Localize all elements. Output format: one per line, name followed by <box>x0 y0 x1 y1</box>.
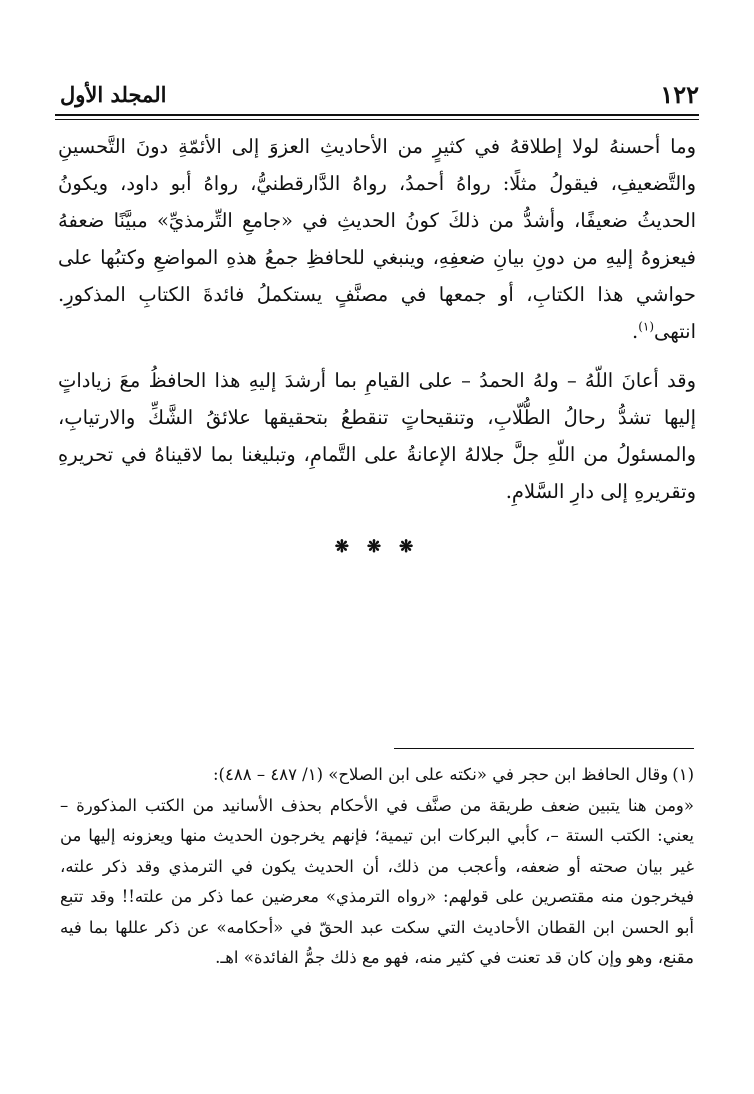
page-header <box>60 70 699 110</box>
header-rule-thick <box>55 114 699 116</box>
section-separator-stars: ❋ ❋ ❋ <box>334 537 420 557</box>
paragraph-1-text: وما أحسنهُ لولا إطلاقهُ في كثيرٍ من الأحاديثِ العزوَ إلى الأئمّةِ دونَ التَّحسينِ والتَّضعيفِ، فيقولُ مثلًا: رواهُ أحمدُ، رواهُ الدَّارقطنيُّ، رواهُ أبو داود، ويكونُ الحديثُ ضعيفًا، وأشدُّ من ذلكَ كونُ الحديثِ في «جامعِ التِّرمذيِّ» مبيَّنًا ضعفهُ فيعزوهُ إليهِ من دونِ بيانِ ضعفِهِ، وينبغي للحافظِ جمعُ هذهِ المواضعِ وكتبُها على حواشي هذا الكتابِ، أو جمعها في مصنَّفٍ يستكملُ فائدةَ الكتابِ المذكورِ. انتهى <box>58 135 696 343</box>
header-rule-thin <box>55 119 699 120</box>
paragraph-2: وقد أعانَ اللّهُ – ولهُ الحمدُ – على القيامِ بما أرشدَ إليهِ هذا الحافظُ معَ زياداتٍ إليها تشدُّ رحالُ الطُّلّابِ، وتنقيحاتٍ تنقطعُ بتحقيقها علائقُ الشَّكِّ والارتيابِ، والمسئولُ من اللّهِ جلَّ جلالهُ الإعانةُ على التَّمامِ، وتبليغنا بما لاقيناهُ في تحريرهِ وتقريرهِ إلى دارِ السَّلامِ. <box>58 369 696 503</box>
running-title: المجلد الأول <box>60 82 167 107</box>
footnote-reference: (١) <box>638 319 655 334</box>
paragraph-1 <box>58 128 696 350</box>
footnote-quote: «ومن هنا يتبين ضعف طريقة من صنَّف في الأحكام بحذف الأسانيد من الكتب المذكورة – يعني: الكتب الستة –، كأبي البركات ابن تيمية؛ فإنهم يخرجون الحديث منها ويعزونه إليها من غير بيان صحته أو ضعفه، وأعجب من ذلك، أن الحديث يكون في الترمذي وقد ذكر علته، فيخرجون منه مقتصرين على قولهم: «رواه الترمذي» معرضين عما ذكر من علته!! وقد تتبع أبو الحسن ابن القطان الأحاديث التي سكت عبد الحقّ في «أحكامه» عن ذكر عللها بما فيه مقنع، وهو وإن كان قد تعنت في كثير منه، فهو مع ذلك جمُّ الفائدة» اهـ. <box>60 795 694 967</box>
page-number: ١٢٢ <box>660 80 699 109</box>
paragraph-1-tail: . <box>631 320 639 343</box>
footnote-intro <box>60 760 694 791</box>
footnotes <box>60 760 694 974</box>
footnote-label: (١) <box>672 765 694 784</box>
footnote-separator-line <box>394 748 694 749</box>
main-text <box>58 128 696 510</box>
footnote-intro-text: وقال الحافظ ابن حجر في «نكته على ابن الصلاح» (١/ ٤٨٧ – ٤٨٨): <box>213 765 669 784</box>
